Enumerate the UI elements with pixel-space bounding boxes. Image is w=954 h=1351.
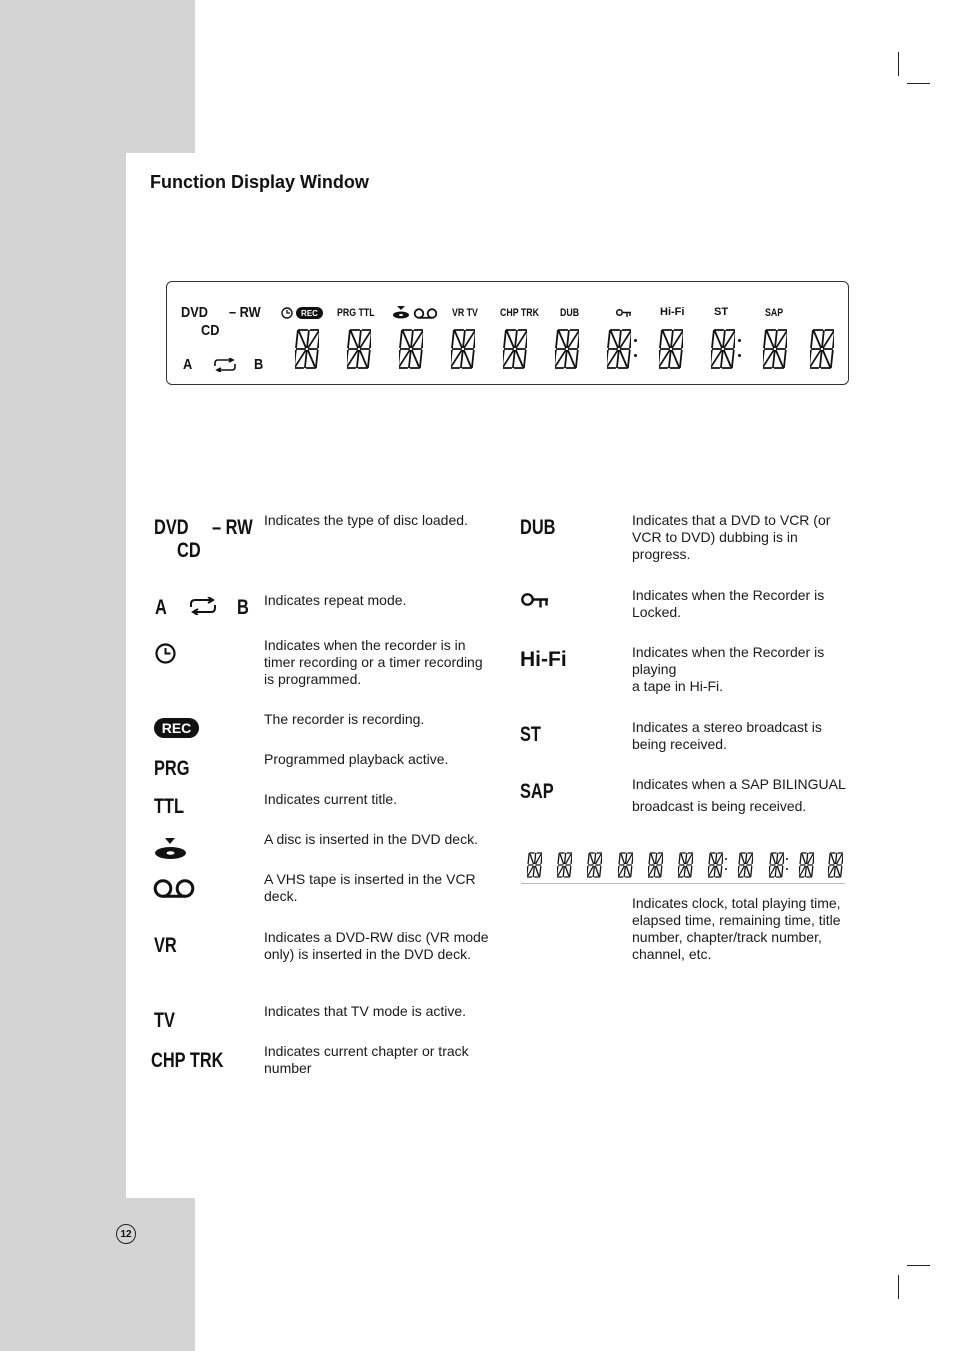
desc-hifi-line-1: Indicates when the Recorder is playing [632,644,825,677]
symbol-vr: VR [154,934,177,957]
desc-title: Indicates current title. [264,791,398,807]
symbol-prg: PRG [154,757,190,780]
segment-digit-icon [295,329,319,369]
segment-digit-icon [738,852,753,878]
desc-dubbing: Indicates that a DVD to VCR (or VCR to DVD) dubbing is in progress. [632,512,831,562]
panel-dvd-label: DVD [181,304,208,321]
colon-dot [634,354,637,357]
panel-rec-badge: REC [296,307,323,319]
segment-digit-icon [399,329,423,369]
desc-disc-type: Indicates the type of disc loaded. [264,512,468,528]
desc-chapter-track: Indicates current chapter or track number [264,1043,469,1076]
colon-dot [725,858,727,860]
symbol-hifi: Hi-Fi [520,648,567,671]
colon-dot [786,868,788,870]
segment-digit-icon [769,852,784,878]
crop-mark [907,1265,930,1266]
desc-hifi-line-2: a tape in Hi-Fi. [632,678,724,694]
colon-dot [634,339,637,342]
panel-a-label: A [183,356,193,373]
symbol-st: ST [520,723,541,746]
desc-stereo: Indicates a stereo broadcast is being received. [632,719,822,752]
symbol-chp-trk: CHP TRK [151,1049,224,1072]
function-display-panel [166,281,849,385]
tape-icon [153,879,195,898]
panel-cd-label: CD [201,322,220,339]
desc-hifi [632,644,854,695]
page-number: 12 [116,1224,136,1244]
symbol-rec: REC [154,718,199,738]
symbol-ttl: TTL [154,795,185,818]
symbol-tv: TV [154,1009,175,1032]
segment-digit-icon [527,852,542,878]
symbol-b: B [237,596,249,619]
desc-repeat: Indicates repeat mode. [264,592,407,608]
segment-digit-icon [810,329,834,369]
page-margin-top [0,0,195,153]
symbol-rw: – RW [212,516,253,539]
segment-digit-icon [503,329,527,369]
panel-sap-label: SAP [765,307,784,319]
repeat-icon [187,597,219,615]
segment-digit-icon [607,329,631,369]
disc-icon [154,838,187,860]
clock-icon [155,643,176,664]
crop-mark [898,52,899,76]
page-title: Function Display Window [150,172,369,192]
segment-digit-icon [587,852,602,878]
desc-programmed: Programmed playback active. [264,751,449,767]
panel-chp-trk-label: CHP TRK [500,307,539,319]
desc-vr-mode: Indicates a DVD-RW disc (VR mode only) is inserted in the DVD deck. [264,929,489,962]
desc-tape-inserted: A VHS tape is inserted in the VCR deck. [264,871,476,904]
colon-dot [738,354,741,357]
panel-hifi-label: Hi-Fi [660,306,685,318]
colon-dot [786,858,788,860]
tape-icon [413,308,438,319]
desc-clock-time: Indicates clock, total playing time, elapsed time, remaining time, title number, chapter/track number, channel, etc. [632,895,841,962]
symbol-a: A [155,596,167,619]
desc-timer: Indicates when the recorder is in timer recording or a timer recording is programmed. [264,637,483,687]
segment-digit-icon [708,852,723,878]
segment-digit-icon [347,329,371,369]
divider [521,883,845,884]
desc-tv-mode: Indicates that TV mode is active. [264,1003,467,1019]
segment-digit-icon [678,852,693,878]
segment-digit-icon [451,329,475,369]
desc-sap [632,776,858,815]
segment-digit-icon [799,852,814,878]
key-icon [616,309,632,318]
desc-sap-line-1: Indicates when a SAP BILINGUAL [632,776,846,792]
panel-rw-label: – RW [229,304,261,321]
segment-digit-icon [648,852,663,878]
desc-locked: Indicates when the Recorder is Locked. [632,587,825,620]
clock-icon [281,307,293,319]
crop-mark [898,1275,899,1299]
symbol-cd: CD [177,539,201,562]
page-margin-left [0,153,126,1198]
segment-digit-icon [555,329,579,369]
panel-b-label: B [254,356,264,373]
segment-digit-icon [618,852,633,878]
symbol-sap: SAP [520,780,554,803]
disc-icon [392,305,410,319]
repeat-icon [212,358,238,372]
panel-st-label: ST [714,306,729,318]
page-margin-bottom [0,1198,195,1351]
colon-dot [738,339,741,342]
colon-dot [725,868,727,870]
desc-recording: The recorder is recording. [264,711,425,727]
panel-vr-tv-label: VR TV [452,307,478,319]
desc-disc-inserted: A disc is inserted in the DVD deck. [264,831,478,847]
panel-prg-ttl-label: PRG TTL [337,307,375,319]
segment-digit-icon [763,329,787,369]
symbol-dvd: DVD [154,516,189,539]
segment-digit-icon [557,852,572,878]
segment-digit-icon [659,329,683,369]
segment-digit-icon [828,852,843,878]
symbol-dub: DUB [520,516,556,539]
segment-digit-icon [711,329,735,369]
key-icon [521,593,549,609]
desc-sap-line-2: broadcast is being received. [632,798,807,814]
crop-mark [907,83,930,84]
panel-dub-label: DUB [560,307,580,319]
